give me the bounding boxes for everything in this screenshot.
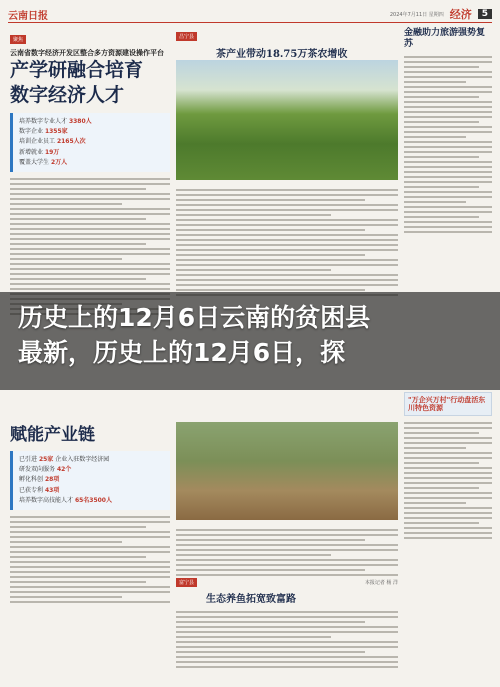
stat-item: 覆盖大学生 2万人 <box>19 158 68 166</box>
stat-item: 培养数字高技能人才 65名3500人 <box>19 496 112 504</box>
article-body-text <box>176 608 398 671</box>
article-body-text <box>10 516 170 603</box>
middle-headline: 茶产业带动18.75万茶农增收 <box>216 49 348 60</box>
overlay-title-line1: 历史上的12月6日云南的贫困县 <box>18 303 371 332</box>
middle-tag: 昌宁县 <box>176 32 197 41</box>
article-body-text <box>404 422 492 539</box>
tea-plantation-photo <box>176 60 398 180</box>
coffee-harvest-photo <box>176 422 398 520</box>
paper-logo: 云南日报 <box>8 10 48 22</box>
page-number: 5 <box>478 9 492 19</box>
byline: 本报记者 杨 洋 <box>364 580 398 586</box>
right-headline: 金融助力旅游强势复苏 <box>404 28 486 49</box>
stat-item: 已获专利 43项 <box>19 486 60 494</box>
middle-tag2: 富宁县 <box>176 578 197 587</box>
section-name: 经济 <box>449 8 472 21</box>
article-body-text <box>176 186 398 299</box>
stat-item: 培训企业员工 2165人次 <box>19 138 86 146</box>
stat-item: 已引进 25家 企业入驻数字经济园 <box>19 456 110 464</box>
right-highlight-box <box>404 392 492 417</box>
left-tag: 聚焦 <box>10 35 26 44</box>
stat-item: 研发双向服务 42个 <box>19 466 72 474</box>
masthead <box>8 6 492 23</box>
stats-box-2 <box>10 451 170 510</box>
left-headline-line2: 数字经济人才 <box>10 84 125 107</box>
article-body-text <box>404 56 492 233</box>
middle-headline2: 生态养鱼拓宽致富路 <box>206 594 296 605</box>
stats-box <box>10 113 170 172</box>
left-headline-line1: 产学研融合培育 <box>10 59 144 82</box>
masthead-right <box>390 6 492 22</box>
article-body-text <box>176 526 398 586</box>
overlay-title-line2: 最新，历史上的12月6日，探 <box>18 337 346 367</box>
stat-item: 数字企业 1355家 <box>19 128 68 136</box>
stat-item: 孵化科创 28项 <box>19 476 60 484</box>
stat-item: 培养数字专业人才 3380人 <box>19 118 92 126</box>
left-kicker: 云南省数字经济开发区整合多方资源建设操作平台 <box>10 49 164 57</box>
issue-date: 2024年7月11日 星期四 <box>389 11 444 18</box>
overlay-title <box>18 301 492 370</box>
right-headline2: "万企兴万村"行动盘活东川特色资源 <box>408 395 486 412</box>
left-headline2: 赋能产业链 <box>10 425 95 446</box>
stat-item: 新增就业 19万 <box>19 148 60 156</box>
